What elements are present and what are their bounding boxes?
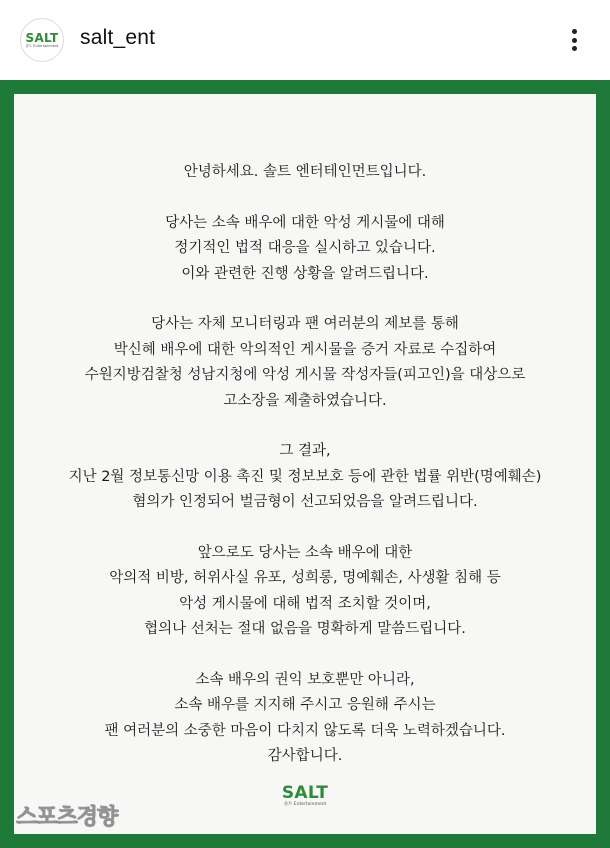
avatar[interactable] [20,18,64,62]
notice-line: 팬 여러분의 소중한 마음이 다치지 않도록 더욱 노력하겠습니다. [104,722,506,739]
notice-paragraph [14,312,596,414]
avatar-logo: SALT [25,30,59,45]
more-vertical-icon [572,29,577,34]
more-vertical-icon-dot [572,38,577,43]
notice-paragraph [14,541,596,643]
notice-line: 앞으로도 당사는 소속 배우에 대한 [197,544,413,561]
footer-logo-subtitle: 솔트 Entertainment [283,802,327,807]
notice-text [14,160,596,795]
notice-line: 소속 배우의 권익 보호뿐만 아니라, [195,671,415,688]
notice-line: 당사는 자체 모니터링과 팬 여러분의 제보를 통해 [151,316,459,332]
watermark: 스포츠경향 [16,805,118,830]
post-image[interactable] [0,80,610,848]
notice-line: 이와 관련한 진행 상황을 알려드립니다. [181,265,429,282]
notice-line: 그 결과, [279,443,331,459]
notice-line: 소속 배우를 지지해 주시고 응원해 주시는 [174,697,436,713]
notice-paragraph [14,439,596,516]
username[interactable]: salt_ent [80,26,156,49]
notice-line: 박신혜 배우에 대한 악의적인 게시물을 증거 자료로 수집하여 [113,341,497,358]
notice-line: 정기적인 법적 대응을 실시하고 있습니다. [174,240,436,256]
notice-line: 당사는 소속 배우에 대한 악성 게시물에 대해 [165,214,445,231]
more-options-button[interactable] [560,24,588,56]
notice-line: 수원지방검찰청 성남지청에 악성 게시물 작성자들(피고인)을 대상으로 [84,367,526,383]
notice-line: 지난 2월 정보통신망 이용 촉진 및 정보보호 등에 관한 법률 위반(명예훼손) [68,468,542,485]
notice-line: 안녕하세요. 솔트 엔터테인먼트입니다. [183,164,427,180]
avatar-logo-subtitle: 솔트 Entertainment [25,43,59,48]
notice-line: 혐의가 인정되어 벌금형이 선고되었음을 알려드립니다. [132,494,478,510]
notice-card [14,94,596,834]
notice-line: 고소장을 제출하였습니다. [223,392,387,409]
post-header [0,0,610,80]
notice-line: 협의나 선처는 절대 없음을 명확하게 말씀드립니다. [144,621,466,637]
notice-line: 감사합니다. [267,748,343,764]
footer-logo [279,784,331,808]
notice-paragraph [14,160,596,186]
notice-paragraph [14,211,596,288]
notice-paragraph [14,668,596,770]
footer-logo-text: SALT [281,783,329,803]
notice-line: 악의적 비방, 허위사실 유포, 성희롱, 명예훼손, 사생활 침해 등 [109,570,501,586]
notice-line: 악성 게시물에 대해 법적 조치할 것이며, [179,595,431,612]
more-vertical-icon-dot [572,46,577,51]
